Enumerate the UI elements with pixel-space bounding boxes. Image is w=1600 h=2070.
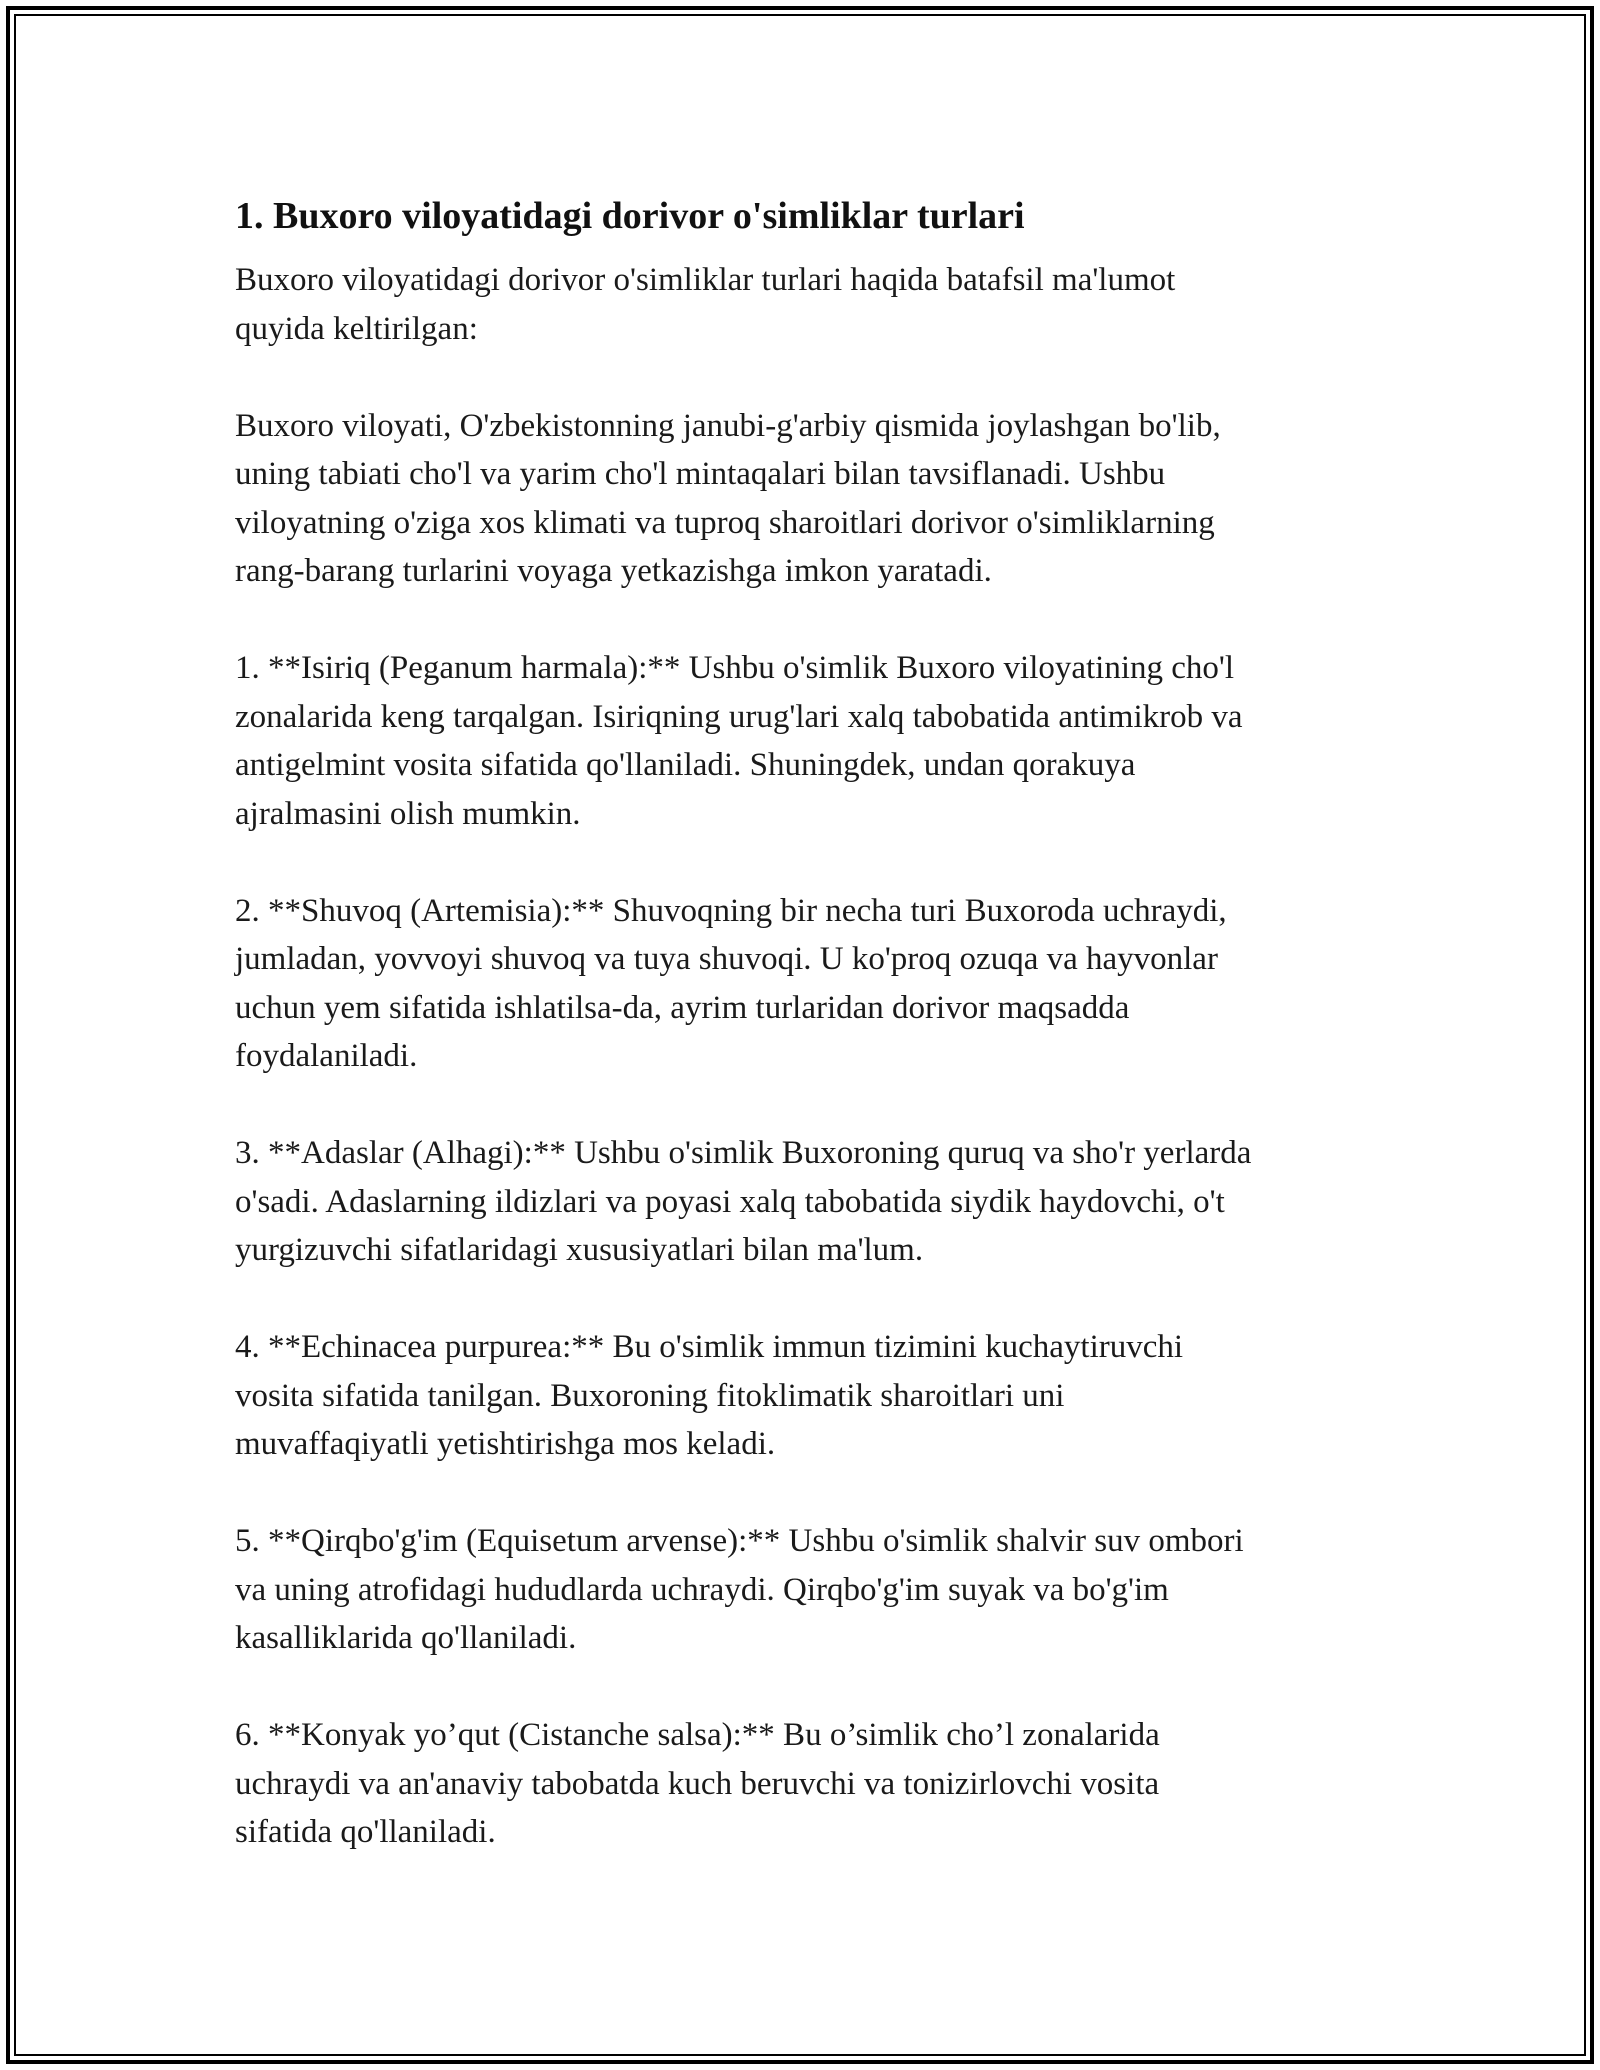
document-title: 1. Buxoro viloyatidagi dorivor o'simliklar turlari xyxy=(235,195,1025,237)
document-body xyxy=(235,190,1375,1857)
plant-item-echinacea: 4. **Echinacea purpurea:** Bu o'simlik immun tizimini kuchaytiruvchi vosita sifatida tanilgan. Buxoroning fitoklimatik sharoitlari uni muvaffaqiyatli yetishtirishga mos keladi. xyxy=(235,1329,1184,1462)
plant-item-konyak-yoqut: 6. **Konyak yo’qut (Cistanche salsa):** Bu o’simlik cho’l zonalarida uchraydi va an'anaviy tabobatda kuch beruvchi va tonizirlovchi vosita sifatida qo'llaniladi. xyxy=(235,1717,1160,1850)
plant-item-shuvoq: 2. **Shuvoq (Artemisia):** Shuvoqning bir necha turi Buxoroda uchraydi, jumladan, yovvoyi shuvoq va tuya shuvoqi. U ko'proq ozuqa va hayvonlar uchun yem sifatida ishlatilsa-da, ayrim turlaridan dorivor maqsadda foydalaniladi. xyxy=(235,892,1227,1074)
plant-item-adaslar: 3. **Adaslar (Alhagi):** Ushbu o'simlik Buxoroning quruq va sho'r yerlarda o'sadi. Adaslarning ildizlari va poyasi xalq tabobatida siydik haydovchi, o't yurgizuvchi sifatlaridagi xususiyatlari bilan ma'lum. xyxy=(235,1135,1252,1268)
intro-paragraph: Buxoro viloyatidagi dorivor o'simliklar turlari haqida batafsil ma'lumot quyida keltirilgan: xyxy=(235,262,1176,347)
region-description-paragraph: Buxoro viloyati, O'zbekistonning janubi-g'arbiy qismida joylashgan bo'lib, uning tabiati cho'l va yarim cho'l mintaqalari bilan tavsiflanadi. Ushbu viloyatning o'ziga xos klimati va tuproq sharoitlari dorivor o'simliklarning rang-barang turlarini voyaga yetkazishga imkon yaratadi. xyxy=(235,407,1221,589)
plant-item-qirqbogim: 5. **Qirqbo'g'im (Equisetum arvense):** Ushbu o'simlik shalvir suv ombori va uning atrofidagi hududlarda uchraydi. Qirqbo'g'im suyak va bo'g'im kasalliklarida qo'llaniladi. xyxy=(235,1523,1244,1656)
plant-item-isiriq: 1. **Isiriq (Peganum harmala):** Ushbu o'simlik Buxoro viloyatining cho'l zonalarida keng tarqalgan. Isiriqning urug'lari xalq tabobatida antimikrob va antigelmint vosita sifatida qo'llaniladi. Shuningdek, undan qorakuya ajralmasini olish mumkin. xyxy=(235,650,1243,832)
